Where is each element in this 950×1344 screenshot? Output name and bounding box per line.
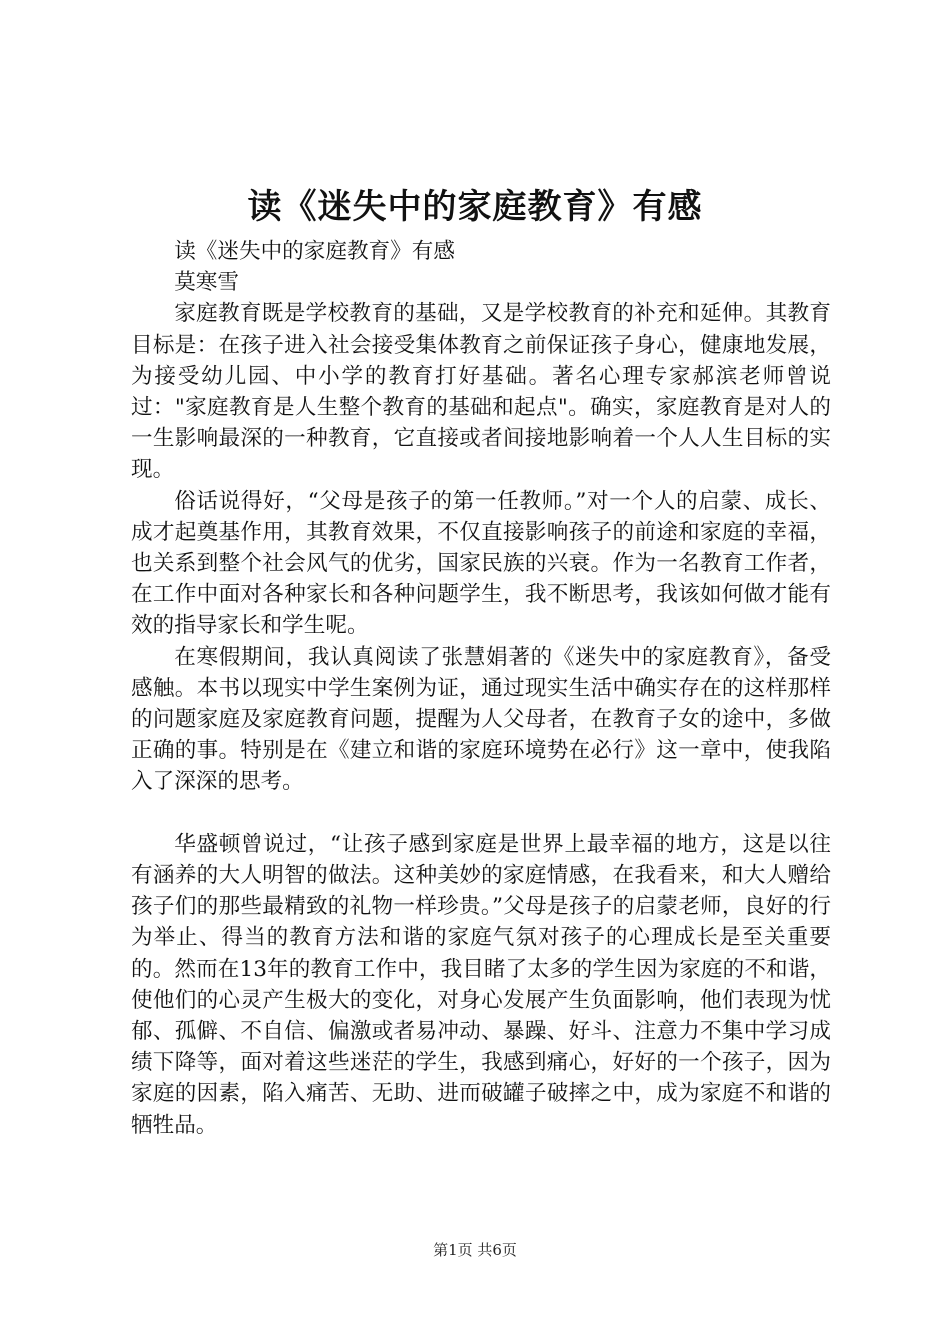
- document-title: 读《迷失中的家庭教育》有感: [247, 187, 703, 227]
- paragraph-4: 华盛顿曾说过，“让孩子感到家庭是世界上最幸福的地方，这是以往有涵养的大人明智的做法。这种美妙的家庭情感，在我看来，和大人赠给孩子们的那些最精致的礼物一样珍贵。”父母是孩子的启蒙老师，良好的行为举止、得当的教育方法和谐的家庭气氛对孩子的心理成长是至关重要的。然而在13年的教育工作中，我目睹了太多的学生因为家庭的不和谐，使他们的心灵产生极大的变化，对身心发展产生负面影响，他们表现为忧郁、孤僻、不自信、偏激或者易冲动、暴躁、好斗、注意力不集中学习成绩下降等，面对着这些迷茫的学生，我感到痛心，好好的一个孩子，因为家庭的因素，陷入痛苦、无助、进而破罐子破摔之中，成为家庭不和谐的牺牲品。: [131, 831, 831, 1138]
- paragraph-1: 家庭教育既是学校教育的基础，又是学校教育的补充和延伸。其教育目标是：在孩子进入社会接受集体教育之前保证孩子身心，健康地发展，为接受幼儿园、中小学的教育打好基础。著名心理专家郝滨老师曾说过："家庭教育是人生整个教育的基础和起点"。确实，家庭教育是对人的一生影响最深的一种教育，它直接或者间接地影响着一个人人生目标的实现。: [131, 301, 831, 483]
- page-number-footer: 第1页 共6页: [433, 1241, 517, 1259]
- subtitle-line: 读《迷失中的家庭教育》有感: [174, 239, 455, 264]
- document-body: [131, 236, 831, 1141]
- author-line: 莫寒雪: [174, 270, 239, 296]
- paragraph-2: 俗话说得好，“父母是孩子的第一任教师。”对一个人的启蒙、成长、成才起奠基作用，其教育效果，不仅直接影响孩子的前途和家庭的幸福，也关系到整个社会风气的优劣，国家民族的兴衰。作为一名教育工作者，在工作中面对各种家长和各种问题学生，我不断思考，我该如何做才能有效的指导家长和学生呢。: [131, 488, 831, 639]
- paragraph-3: 在寒假期间，我认真阅读了张慧娟著的《迷失中的家庭教育》，备受感触。本书以现实中学生案例为证，通过现实生活中确实存在的这样那样的问题家庭及家庭教育问题，提醒为人父母者，在教育子女的途中，多做正确的事。特别是在《建立和谐的家庭环境势在必行》这一章中，使我陷入了深深的思考。: [131, 644, 831, 795]
